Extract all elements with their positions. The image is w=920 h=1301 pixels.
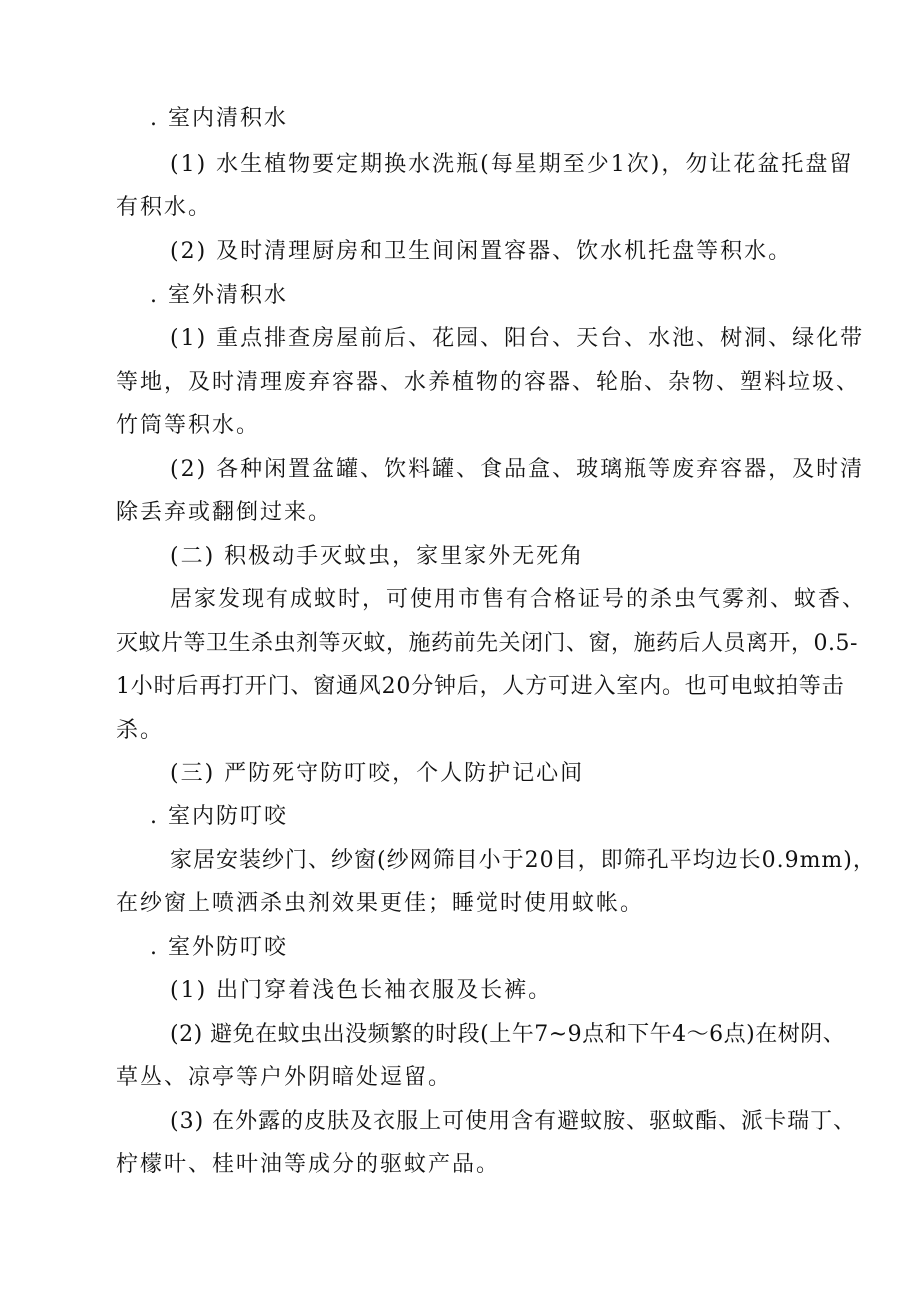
- paragraph-line: (2) 及时清理厨房和卫生间闲置容器、饮水机托盘等积水。: [170, 239, 793, 264]
- paragraph-line: 居家发现有成蚊时，可使用市售有合格证号的杀虫气雾剂、蚊香、: [170, 587, 867, 612]
- paragraph-line: 草丛、凉亭等户外阴暗处逗留。: [116, 1065, 453, 1090]
- paragraph-line: (2) 避免在蚊虫出没频繁的时段(上午7~9点和下午4～6点)在树阴、: [170, 1022, 846, 1047]
- paragraph-line: 柠檬叶、桂叶油等成分的驱蚊产品。: [116, 1152, 501, 1177]
- paragraph-line: 等地，及时清理废弃容器、水养植物的容器、轮胎、杂物、塑料垃圾、: [116, 370, 861, 395]
- paragraph-line: 有积水。: [116, 195, 213, 220]
- heading-indoor-water: . 室内清积水: [150, 106, 288, 131]
- paragraph-line: (1) 水生植物要定期换水洗瓶(每星期至少1次)，勿让花盆托盘留: [170, 152, 854, 177]
- paragraph-line: 除丢弃或翻倒过来。: [116, 500, 333, 525]
- paragraph-line: (2) 各种闲置盆罐、饮料罐、食品盒、玻璃瓶等废弃容器，及时清: [170, 457, 865, 482]
- heading-indoor-bite: . 室内防叮咬: [150, 804, 288, 829]
- paragraph-line: (3) 在外露的皮肤及衣服上可使用含有避蚊胺、驱蚊酯、派卡瑞丁、: [170, 1109, 857, 1134]
- paragraph-line: 家居安装纱门、纱窗(纱网筛目小于20目，即筛孔平均边长0.9mm)，: [170, 848, 876, 873]
- paragraph-line: 竹筒等积水。: [116, 413, 261, 438]
- paragraph-line: 灭蚊片等卫生杀虫剂等灭蚊，施药前先关闭门、窗，施药后人员离开，0.5-: [116, 631, 858, 656]
- heading-outdoor-water: . 室外清积水: [150, 283, 288, 308]
- paragraph-line: (1) 出门穿着浅色长袖衣服及长裤。: [170, 978, 553, 1003]
- section-heading-3: (三) 严防死守防叮咬，个人防护记心间: [170, 761, 585, 786]
- paragraph-line: (1) 重点排查房屋前后、花园、阳台、天台、水池、树洞、绿化带: [170, 326, 865, 351]
- paragraph-line: 在纱窗上喷洒杀虫剂效果更佳；睡觉时使用蚊帐。: [116, 891, 645, 916]
- section-heading-2: (二) 积极动手灭蚊虫，家里家外无死角: [170, 544, 585, 569]
- paragraph-line: 1小时后再打开门、窗通风20分钟后，人方可进入室内。也可电蚊拍等击: [116, 674, 845, 699]
- heading-outdoor-bite: . 室外防叮咬: [150, 935, 288, 960]
- paragraph-line: 杀。: [116, 718, 165, 743]
